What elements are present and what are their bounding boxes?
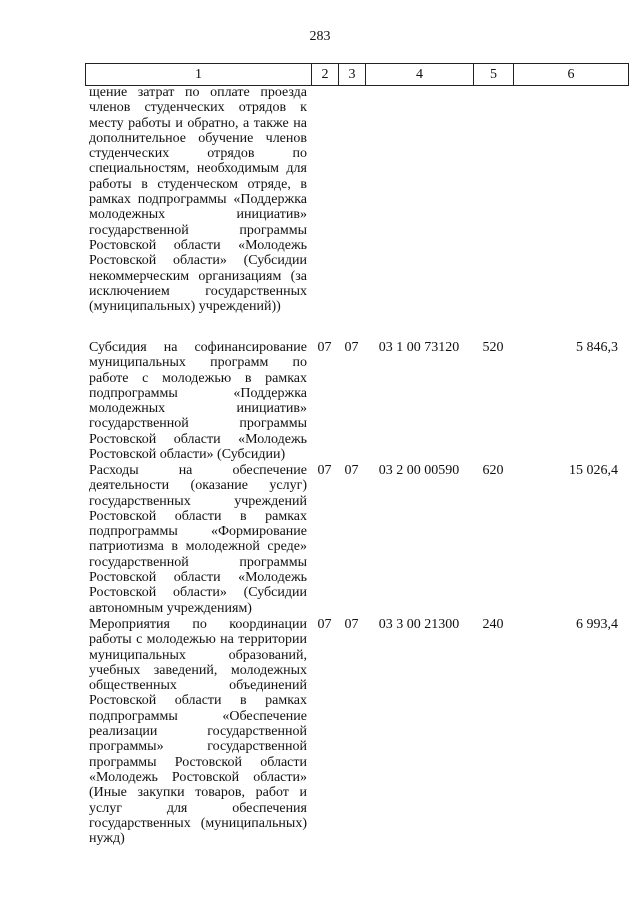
header-col-3: 3 (339, 64, 366, 85)
row-section: 07 (317, 617, 332, 632)
table-header (85, 63, 629, 86)
row-subsection: 07 (344, 617, 359, 632)
row-description: щение затрат по оплате проезда членов студенческих отрядов к месту работы и обратно, а также на дополнительное обучение членов студенческих отрядов по специальностям, необходимым для работы в студенческом отряде, в рамках подпрограммы «Поддержка молодежных инициатив» государственной программы Ростовской области «Молодежь Ростовской области» (Субсидии некоммерческим организациям (за исключением государственных (муниципальных) учреждений)) (89, 85, 307, 315)
row-sum: 5 846,3 (576, 340, 618, 355)
row-target-article: 03 2 00 00590 (378, 463, 460, 478)
header-col-6: 6 (514, 64, 629, 85)
row-sum (513, 85, 628, 314)
row-section (311, 85, 338, 314)
row-target-article (365, 85, 473, 314)
row-sum: 6 993,4 (576, 617, 618, 632)
header-col-5: 5 (474, 64, 514, 85)
table-row (85, 340, 628, 462)
table-row (85, 85, 628, 314)
table-row (85, 463, 628, 616)
header-col-1: 1 (86, 64, 312, 85)
row-target-article: 03 3 00 21300 (378, 617, 460, 632)
row-description: Мероприятия по координации работы с молодежью на территории муниципальных образований, учебных заведений, молодежных общественных объединений Ростовской области в рамках подпрограммы «Обеспечение реализации государственной программы» государственной программы Ростовской области «Молодежь Ростовской области» (Иные закупки товаров, работ и услуг для обеспечения государственных (муниципальных) нужд) (89, 617, 307, 847)
row-section: 07 (317, 463, 332, 478)
row-sum: 15 026,4 (569, 463, 618, 478)
header-col-4: 4 (366, 64, 474, 85)
row-section: 07 (317, 340, 332, 355)
row-expense-type: 520 (482, 340, 504, 355)
row-description: Расходы на обеспечение деятельности (оказание услуг) государственных учреждений Ростовской области в рамках подпрограммы «Формирование патриотизма в молодежной среде» государственной программы Ростовской области «Молодежь Ростовской области» (Субсидии автономным учреждениям) (89, 463, 307, 616)
row-expense-type (473, 85, 513, 314)
row-description: Субсидия на софинансирование муниципальных программ по работе с молодежью в рамках подпрограммы «Поддержка молодежных инициатив» государственной программы Ростовской области «Молодежь Ростовской области» (Субсидии) (89, 340, 307, 463)
row-target-article: 03 1 00 73120 (378, 340, 460, 355)
row-expense-type: 240 (482, 617, 504, 632)
page-number: 283 (309, 29, 331, 44)
row-subsection: 07 (344, 340, 359, 355)
row-expense-type: 620 (482, 463, 504, 478)
row-subsection (338, 85, 365, 314)
table-row (85, 617, 628, 846)
header-col-2: 2 (312, 64, 339, 85)
row-subsection: 07 (344, 463, 359, 478)
